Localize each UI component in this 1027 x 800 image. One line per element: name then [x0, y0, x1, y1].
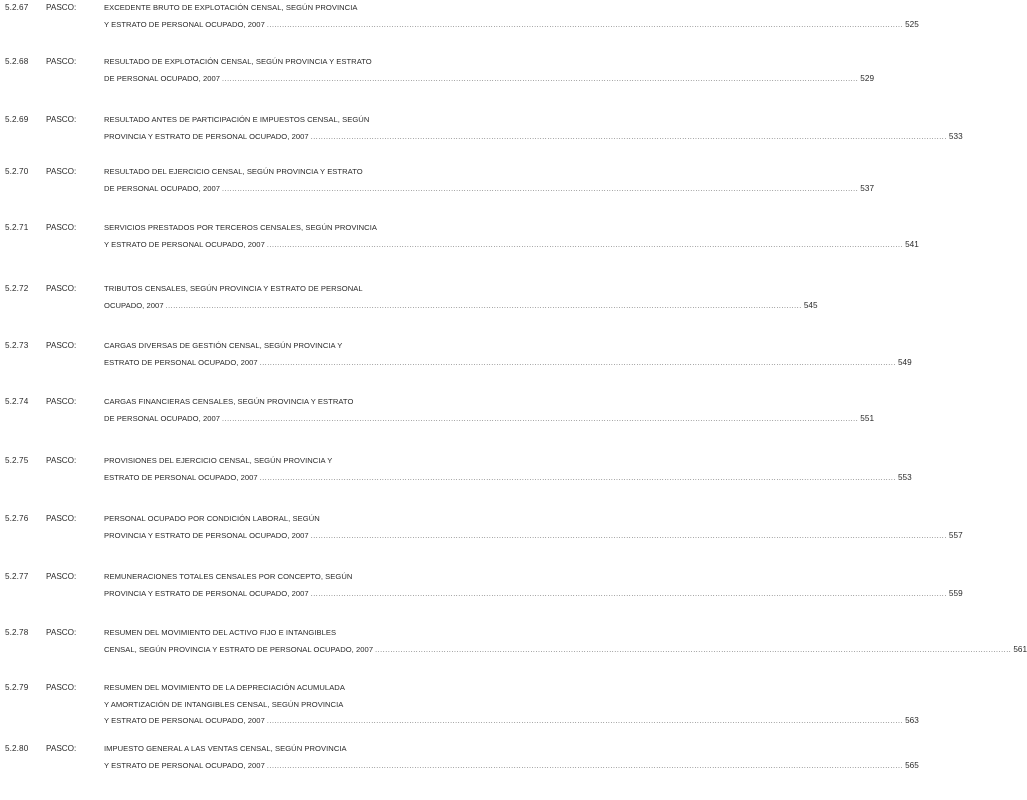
- table-number: 5.2.75: [5, 456, 29, 465]
- entry-title-line: [104, 298, 818, 315]
- entry-title-line: [104, 642, 1027, 659]
- region-label: PASCO:: [46, 341, 77, 350]
- toc-entry[interactable]: [0, 54, 875, 88]
- table-number: 5.2.70: [5, 167, 29, 176]
- entry-title-line: [104, 586, 963, 603]
- toc-entry[interactable]: [0, 511, 963, 545]
- entry-title-text: REMUNERACIONES TOTALES CENSALES POR CONCEPTO, SEGÚN: [104, 572, 353, 581]
- page-number[interactable]: 549: [897, 357, 912, 367]
- dot-leader: ..........................................................................................................................................................................................................................................................: [266, 762, 904, 770]
- entry-title-text: IMPUESTO GENERAL A LAS VENTAS CENSAL, SEGÚN PROVINCIA: [104, 744, 347, 753]
- entry-title-text: ESTRATO DE PERSONAL OCUPADO, 2007: [104, 357, 258, 367]
- entry-title-line: [104, 54, 459, 71]
- dot-leader: ..........................................................................................................................................................................................................................................................: [266, 241, 904, 249]
- toc-entry[interactable]: [0, 338, 912, 372]
- toc-entry[interactable]: [0, 625, 1027, 659]
- entry-title-text: Y ESTRATO DE PERSONAL OCUPADO, 2007: [104, 239, 265, 249]
- entry-title: [104, 569, 963, 602]
- entry-title: [104, 54, 875, 87]
- toc-entry[interactable]: [0, 680, 919, 725]
- entry-title: [104, 338, 912, 371]
- region-label: PASCO:: [46, 57, 77, 66]
- dot-leader: ..........................................................................................................................................................................................................................................................: [266, 718, 904, 725]
- entry-title-line: [104, 470, 912, 487]
- entry-title-line: [104, 511, 459, 528]
- entry-title-text: TRIBUTOS CENSALES, SEGÚN PROVINCIA Y ESTRATO DE PERSONAL: [104, 284, 363, 293]
- entry-title-text: RESULTADO ANTES DE PARTICIPACIÓN E IMPUESTOS CENSAL, SEGÚN: [104, 115, 370, 124]
- entry-title-text: RESULTADO DE EXPLOTACIÓN CENSAL, SEGÚN PROVINCIA Y ESTRATO: [104, 57, 372, 66]
- table-number: 5.2.67: [5, 3, 29, 12]
- page-number[interactable]: 529: [860, 73, 875, 83]
- region-label: PASCO:: [46, 167, 77, 176]
- entry-title-text: RESULTADO DEL EJERCICIO CENSAL, SEGÚN PROVINCIA Y ESTRATO: [104, 167, 363, 176]
- entry-title-text: DE PERSONAL OCUPADO, 2007: [104, 183, 221, 193]
- toc-entry[interactable]: [0, 164, 875, 198]
- entry-title-line: [104, 17, 919, 34]
- toc-entry[interactable]: [0, 569, 963, 603]
- entry-title: [104, 453, 912, 486]
- entry-title-text: Y ESTRATO DE PERSONAL OCUPADO, 2007: [104, 760, 265, 770]
- dot-leader: ..........................................................................................................................................................................................................................................................: [375, 646, 1012, 654]
- entry-title-line: [104, 129, 963, 146]
- entry-title: [104, 164, 875, 197]
- dot-leader: ..........................................................................................................................................................................................................................................................: [259, 474, 896, 482]
- table-number: 5.2.69: [5, 115, 29, 124]
- table-number: 5.2.77: [5, 572, 29, 581]
- dot-leader: ..........................................................................................................................................................................................................................................................: [222, 75, 859, 83]
- region-label: PASCO:: [46, 572, 77, 581]
- table-number: 5.2.73: [5, 341, 29, 350]
- entry-title-text: DE PERSONAL OCUPADO, 2007: [104, 73, 221, 83]
- entry-title-line: [104, 237, 919, 254]
- region-label: PASCO:: [46, 628, 77, 637]
- entry-title: [104, 625, 1027, 658]
- entry-title-line: [104, 355, 912, 372]
- page-number[interactable]: 537: [860, 183, 875, 193]
- entry-title-text: RESUMEN DEL MOVIMIENTO DE LA DEPRECIACIÓN ACUMULADA: [104, 683, 345, 692]
- entry-title-line: [104, 71, 875, 88]
- entry-title: [104, 741, 919, 774]
- entry-title: [104, 394, 875, 427]
- entry-title: [104, 281, 818, 314]
- entry-title-text: DE PERSONAL OCUPADO, 2007: [104, 413, 221, 423]
- region-label: PASCO:: [46, 284, 77, 293]
- entry-title-line: [104, 528, 963, 545]
- entry-title: [104, 511, 963, 544]
- page-number[interactable]: 541: [905, 239, 919, 249]
- table-number: 5.2.76: [5, 514, 29, 523]
- table-number: 5.2.68: [5, 57, 29, 66]
- entry-title: [104, 680, 919, 730]
- entry-title-line: [104, 338, 459, 355]
- page-number[interactable]: 525: [905, 19, 919, 29]
- entry-title-text: SERVICIOS PRESTADOS POR TERCEROS CENSALES, SEGÚN PROVINCIA: [104, 223, 377, 232]
- entry-title-text: PERSONAL OCUPADO POR CONDICIÓN LABORAL, SEGÚN: [104, 514, 320, 523]
- entry-title: [104, 220, 919, 253]
- toc-entry[interactable]: [0, 0, 919, 34]
- page-number[interactable]: 565: [905, 760, 919, 770]
- table-number: 5.2.74: [5, 397, 29, 406]
- toc-entry[interactable]: [0, 453, 912, 487]
- entry-title-line: [104, 713, 919, 730]
- dot-leader: ..........................................................................................................................................................................................................................................................: [259, 359, 896, 367]
- entry-title-text: OCUPADO, 2007: [104, 300, 164, 310]
- entry-title-line: [104, 697, 459, 714]
- entry-title-line: [104, 112, 459, 129]
- table-number: 5.2.71: [5, 223, 29, 232]
- region-label: PASCO:: [46, 514, 77, 523]
- entry-title-text: CENSAL, SEGÚN PROVINCIA Y ESTRATO DE PERSONAL OCUPADO, 2007: [104, 644, 374, 654]
- toc-entry[interactable]: [0, 394, 875, 428]
- table-number: 5.2.72: [5, 284, 29, 293]
- entry-title-text: Y ESTRATO DE PERSONAL OCUPADO, 2007: [104, 19, 265, 29]
- table-number: 5.2.79: [5, 683, 29, 692]
- entry-title-text: ESTRATO DE PERSONAL OCUPADO, 2007: [104, 472, 258, 482]
- entry-title-line: [104, 758, 919, 775]
- dot-leader: ..........................................................................................................................................................................................................................................................: [266, 21, 904, 29]
- table-number: 5.2.78: [5, 628, 29, 637]
- region-label: PASCO:: [46, 115, 77, 124]
- toc-entry[interactable]: [0, 281, 818, 315]
- entry-title-text: Y ESTRATO DE PERSONAL OCUPADO, 2007: [104, 716, 265, 725]
- page-number[interactable]: 545: [803, 300, 818, 310]
- entry-title-text: EXCEDENTE BRUTO DE EXPLOTACIÓN CENSAL, SEGÚN PROVINCIA: [104, 3, 358, 12]
- region-label: PASCO:: [46, 397, 77, 406]
- table-number: 5.2.80: [5, 744, 29, 753]
- entry-title-line: [104, 181, 875, 198]
- dot-leader: ..........................................................................................................................................................................................................................................................: [310, 590, 947, 598]
- entry-title-line: [104, 625, 459, 642]
- entry-title-text: PROVISIONES DEL EJERCICIO CENSAL, SEGÚN PROVINCIA Y: [104, 456, 333, 465]
- entry-title-line: [104, 394, 459, 411]
- region-label: PASCO:: [46, 744, 77, 753]
- entry-title-line: [104, 0, 459, 17]
- page-number[interactable]: 561: [1013, 644, 1027, 654]
- entry-title: [104, 0, 919, 33]
- region-label: PASCO:: [46, 456, 77, 465]
- entry-title-line: [104, 741, 459, 758]
- entry-title-line: [104, 411, 875, 428]
- page-number[interactable]: 551: [860, 413, 875, 423]
- toc-entry[interactable]: [0, 220, 919, 254]
- entry-title-text: CARGAS FINANCIERAS CENSALES, SEGÚN PROVINCIA Y ESTRATO: [104, 397, 354, 406]
- region-label: PASCO:: [46, 223, 77, 232]
- entry-title-text: CARGAS DIVERSAS DE GESTIÓN CENSAL, SEGÚN PROVINCIA Y: [104, 341, 343, 350]
- entry-title-line: [104, 453, 459, 470]
- dot-leader: ..........................................................................................................................................................................................................................................................: [222, 415, 859, 423]
- region-label: PASCO:: [46, 3, 77, 12]
- page-number[interactable]: 559: [948, 588, 963, 598]
- entry-title-line: [104, 569, 459, 586]
- dot-leader: ..........................................................................................................................................................................................................................................................: [165, 302, 802, 310]
- entry-title-text: PROVINCIA Y ESTRATO DE PERSONAL OCUPADO, 2007: [104, 131, 309, 141]
- page-number[interactable]: 557: [948, 530, 963, 540]
- toc-entry[interactable]: [0, 112, 963, 146]
- page-number[interactable]: 553: [897, 472, 912, 482]
- entry-title: [104, 112, 963, 145]
- toc-entry[interactable]: [0, 741, 919, 775]
- entry-title-text: PROVINCIA Y ESTRATO DE PERSONAL OCUPADO, 2007: [104, 530, 309, 540]
- entry-title-line: [104, 220, 459, 237]
- entry-title-text: RESUMEN DEL MOVIMIENTO DEL ACTIVO FIJO E INTANGIBLES: [104, 628, 337, 637]
- dot-leader: ..........................................................................................................................................................................................................................................................: [222, 185, 859, 193]
- dot-leader: ..........................................................................................................................................................................................................................................................: [310, 532, 947, 540]
- page-number[interactable]: 563: [905, 716, 919, 725]
- entry-title-text: PROVINCIA Y ESTRATO DE PERSONAL OCUPADO, 2007: [104, 588, 309, 598]
- dot-leader: ..........................................................................................................................................................................................................................................................: [310, 133, 947, 141]
- entry-title-text: Y AMORTIZACIÓN DE INTANGIBLES CENSAL, SEGÚN PROVINCIA: [104, 699, 344, 709]
- entry-title-line: [104, 164, 459, 181]
- region-label: PASCO:: [46, 683, 77, 692]
- entry-title-line: [104, 680, 459, 697]
- entry-title-line: [104, 281, 459, 298]
- page-number[interactable]: 533: [948, 131, 963, 141]
